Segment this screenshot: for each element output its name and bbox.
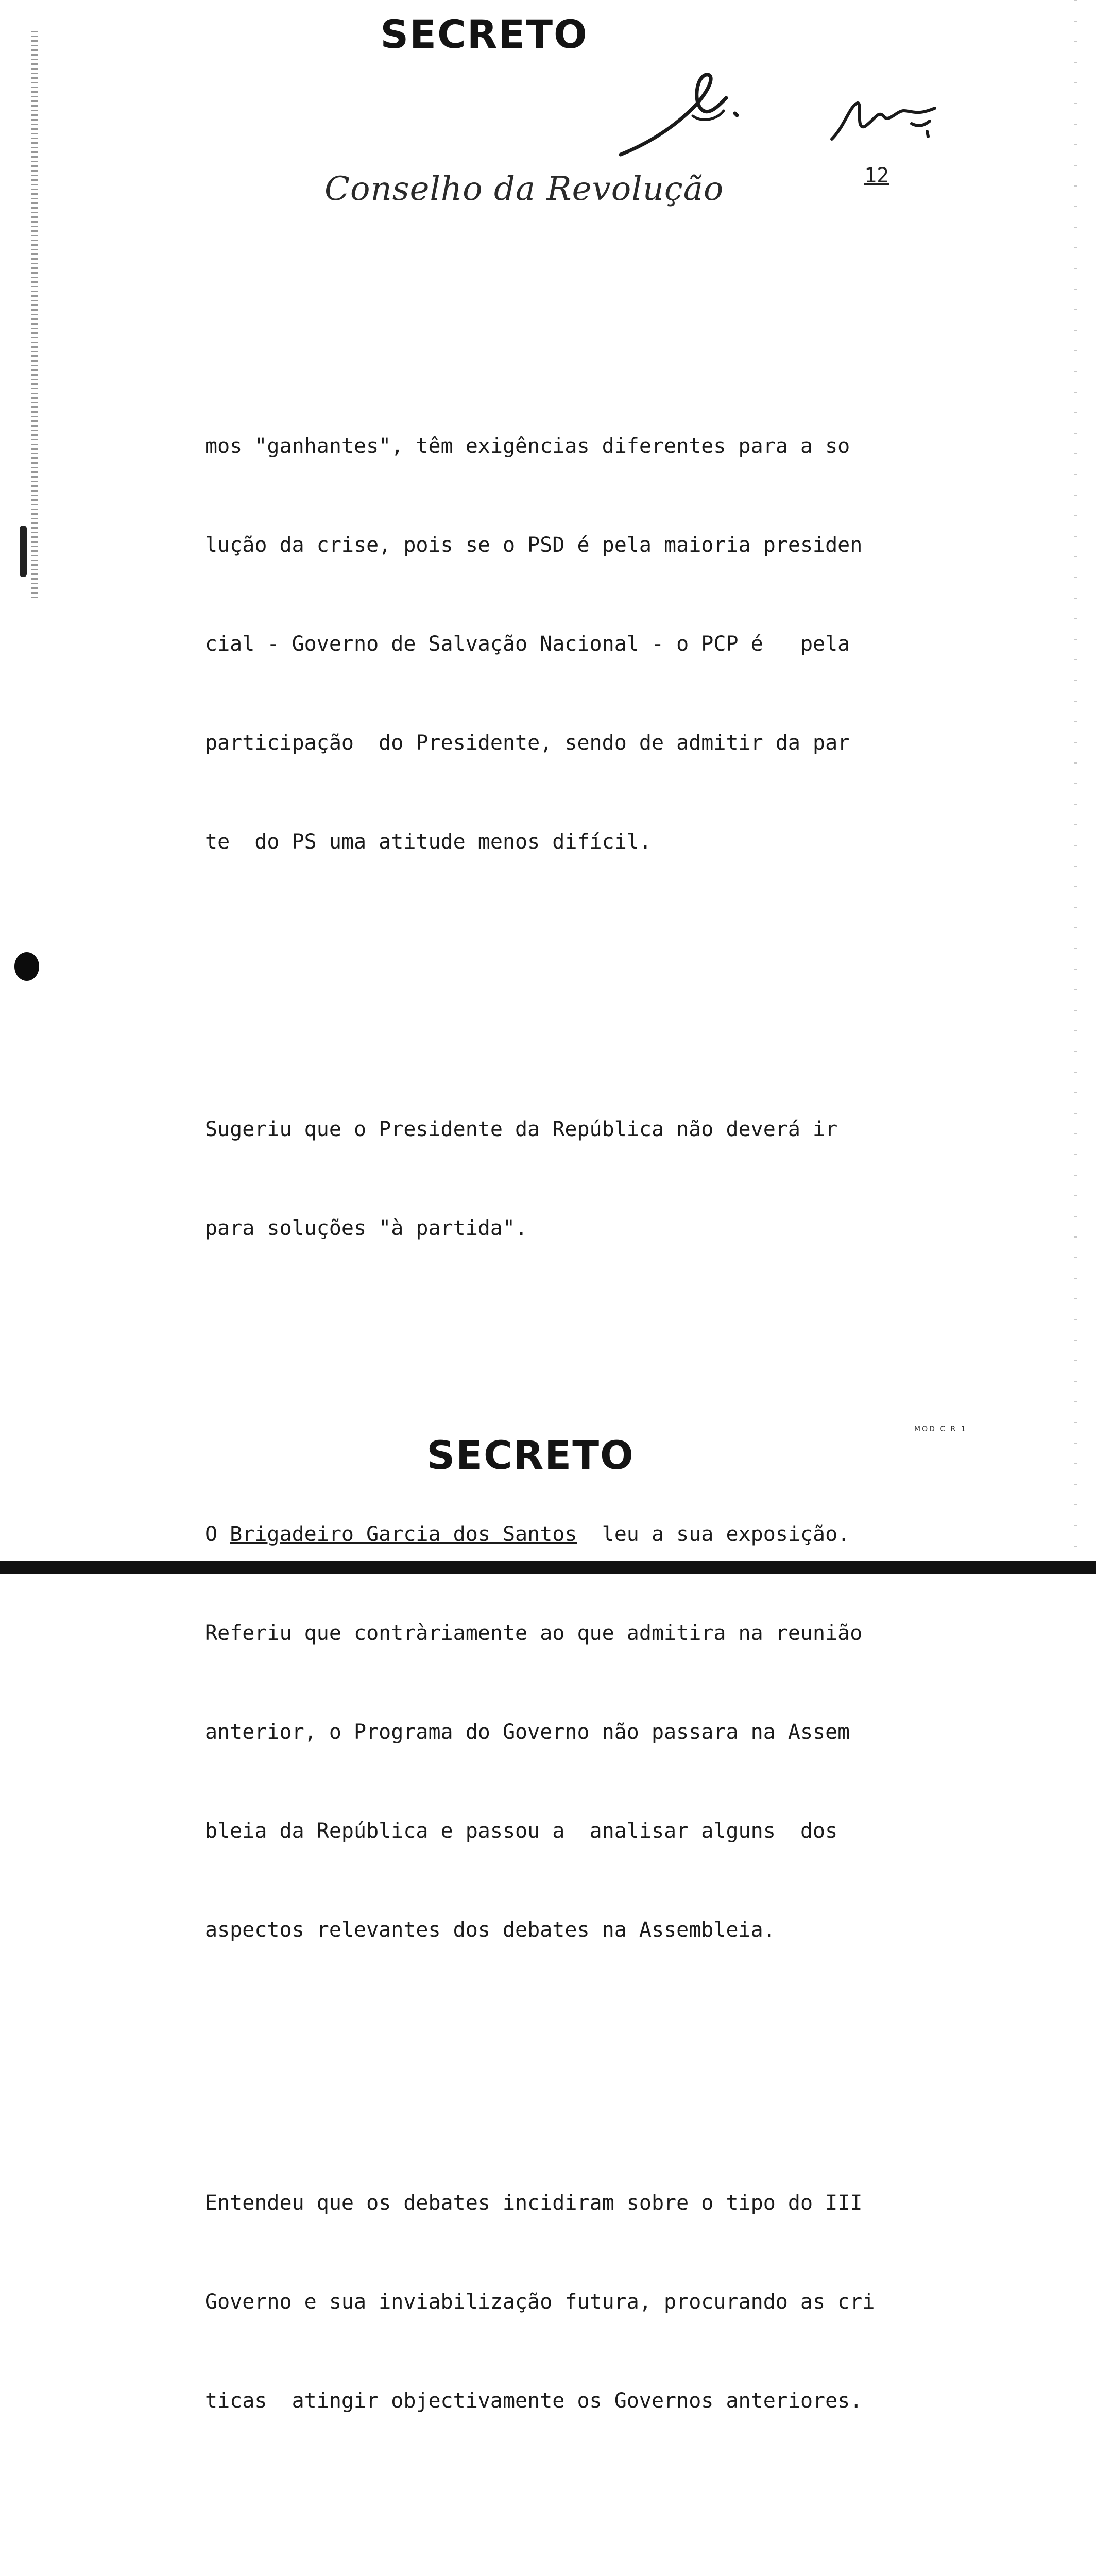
text-line: Sugeriu que o Presidente da República não deverá ir <box>205 1117 838 1141</box>
speaker-name: Brigadeiro Garcia dos Santos <box>230 1522 577 1546</box>
paragraph-4 <box>205 2121 926 2483</box>
text-line: Entendeu que os debates incidiram sobre o tipo do III <box>205 2191 863 2215</box>
text-line: lução da crise, pois se o PSD é pela maioria presiden <box>205 533 863 557</box>
paragraph-2 <box>205 1047 926 1311</box>
signature-2 <box>829 95 948 152</box>
scan-edge-right <box>1074 0 1077 1574</box>
text-line: anterior, o Programa do Governo não passara na Assem <box>205 1720 850 1744</box>
form-code: MOD C R 1 <box>914 1425 967 1433</box>
scan-edge-left <box>31 31 38 598</box>
page-number: 12 <box>864 164 889 188</box>
text-line: Referiu que contràriamente ao que admitira na reunião <box>205 1621 863 1645</box>
text-line <box>205 1518 926 1551</box>
scan-bottom-edge <box>0 1561 1096 1574</box>
text-fragment: leu a sua exposição. <box>577 1522 850 1546</box>
text-line: Governo e sua inviabilização futura, procurando as cri <box>205 2290 875 2314</box>
letterhead-title: Conselho da Revolução <box>324 170 724 208</box>
text-line: te do PS uma atitude menos difícil. <box>205 830 652 854</box>
paragraph-1 <box>205 364 926 924</box>
scan-mark <box>20 526 27 577</box>
signature-1 <box>615 67 755 160</box>
secret-stamp-top: SECRETO <box>380 11 588 57</box>
paragraph-3 <box>205 1452 926 2012</box>
text-line: para soluções "à partida". <box>205 1216 528 1240</box>
secret-stamp-bottom: SECRETO <box>426 1432 635 1478</box>
text-line: cial - Governo de Salvação Nacional - o PCP é pela <box>205 632 850 656</box>
text-line: aspectos relevantes dos debates na Assembleia. <box>205 1918 776 1942</box>
text-fragment: O <box>205 1522 230 1546</box>
text-line: bleia da República e passou a analisar alguns dos <box>205 1819 838 1843</box>
text-line: participação do Presidente, sendo de admitir da par <box>205 731 850 755</box>
text-line: ticas atingir objectivamente os Governos anteriores. <box>205 2389 863 2413</box>
punch-hole <box>14 952 39 981</box>
text-line: mos "ganhantes", têm exigências diferentes para a so <box>205 434 850 458</box>
